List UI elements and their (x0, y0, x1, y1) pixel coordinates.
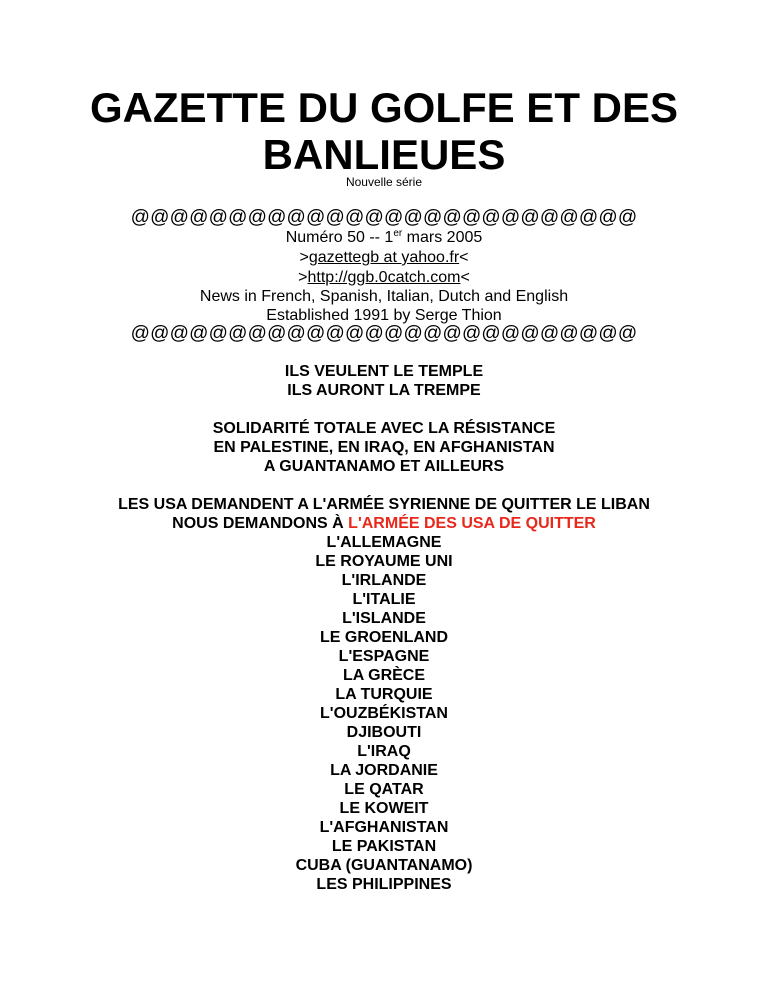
country-item: LA TURQUIE (335, 686, 433, 703)
subtitle: Nouvelle série (345, 175, 423, 189)
title-line-2: BANLIEUES (262, 131, 506, 178)
slogan-line-2: ILS AURONT LA TREMPE (287, 382, 481, 399)
country-item: LA JORDANIE (330, 762, 438, 779)
country-item: L'ISLANDE (342, 610, 426, 627)
title-line-1: GAZETTE DU GOLFE ET DES (89, 84, 679, 131)
separator-top: @@@@@@@@@@@@@@@@@@@@@@@@@@ (130, 207, 638, 228)
solidarity-line-3: A GUANTANAMO ET AILLEURS (263, 458, 505, 475)
email-link[interactable]: gazettegb at yahoo.fr (308, 249, 460, 266)
issue-number-sup: er (393, 228, 403, 239)
country-item: LE QATAR (344, 781, 424, 798)
country-item: LE GROENLAND (320, 629, 448, 646)
country-item: CUBA (GUANTANAMO) (295, 857, 473, 874)
country-item: L'IRAQ (357, 743, 411, 760)
separator-bottom: @@@@@@@@@@@@@@@@@@@@@@@@@@ (130, 323, 638, 344)
issue-number-suffix: mars 2005 (402, 229, 483, 246)
established-line: Established 1991 by Serge Thion (266, 307, 502, 324)
demand-line-1: LES USA DEMANDENT A L'ARMÉE SYRIENNE DE QUITTER LE LIBAN (118, 496, 650, 513)
url-open: > (298, 269, 308, 286)
demand-line-2 (0, 514, 768, 533)
country-item: LES PHILIPPINES (316, 876, 452, 893)
country-item: L'AFGHANISTAN (319, 819, 449, 836)
issue-number (0, 228, 768, 248)
page-title (0, 84, 768, 178)
country-item: LE ROYAUME UNI (315, 553, 453, 570)
country-item: L'ITALIE (352, 591, 416, 608)
country-item: LE PAKISTAN (331, 838, 437, 855)
issue-number-prefix: Numéro 50 -- 1 (285, 229, 394, 246)
country-item: L'ESPAGNE (338, 648, 430, 665)
demand-line-2-highlight: L'ARMÉE DES USA DE QUITTER (348, 515, 596, 532)
country-item: LA GRÈCE (342, 667, 426, 684)
solidarity-line-2: EN PALESTINE, EN IRAQ, EN AFGHANISTAN (213, 439, 555, 456)
country-item: L'IRLANDE (341, 572, 427, 589)
email-line (0, 248, 768, 268)
country-item: DJIBOUTI (346, 724, 422, 741)
country-item: LE KOWEIT (339, 800, 429, 817)
country-item: L'ALLEMAGNE (326, 534, 442, 551)
languages-line: News in French, Spanish, Italian, Dutch and English (199, 288, 569, 305)
website-link[interactable]: http://ggb.0catch.com (307, 269, 461, 286)
url-line (0, 268, 768, 288)
email-open: > (299, 249, 309, 266)
country-item: L'OUZBÉKISTAN (320, 705, 448, 722)
solidarity-line-1: SOLIDARITÉ TOTALE AVEC LA RÉSISTANCE (212, 420, 556, 437)
slogan-line-1: ILS VEULENT LE TEMPLE (284, 363, 484, 380)
demand-line-2-black: NOUS DEMANDONS À (172, 515, 349, 532)
url-close: < (460, 269, 470, 286)
email-close: < (459, 249, 469, 266)
